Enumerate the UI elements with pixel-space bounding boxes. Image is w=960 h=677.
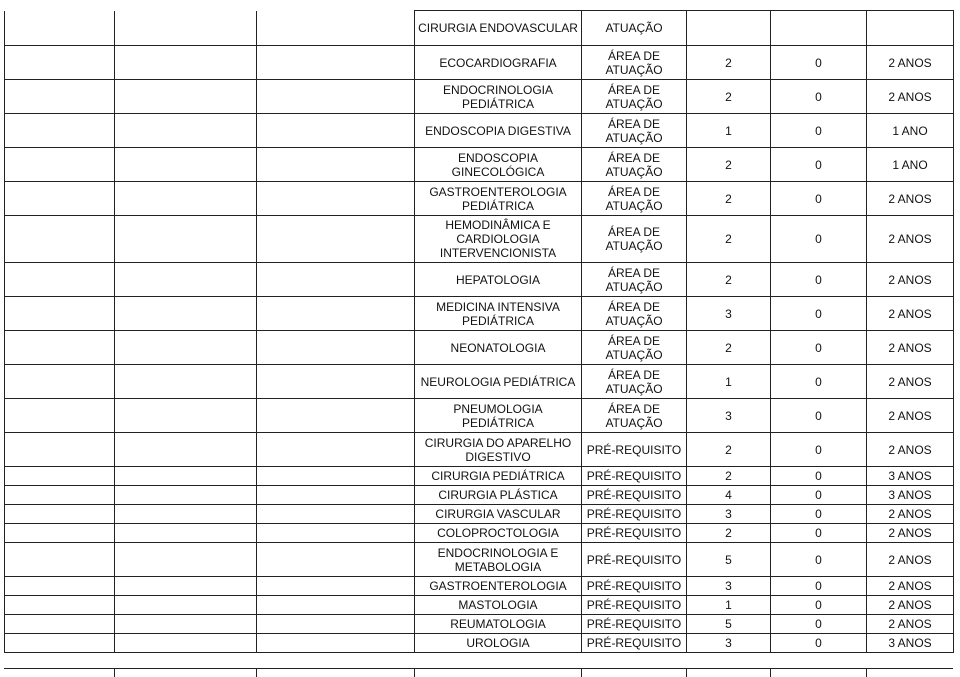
col5-cell: 0: [771, 577, 867, 596]
specialty-cell: ENDOSCOPIA GINECOLÓGICA: [415, 148, 582, 182]
type-cell: PRÉ-REQUISITO: [582, 615, 687, 634]
col5-cell: 0: [771, 433, 867, 467]
duration-cell: 2 ANOS: [867, 433, 954, 467]
empty-cell: [257, 486, 415, 505]
empty-cell: [115, 596, 257, 615]
specialty-cell: REUMATOLOGIA: [415, 615, 582, 634]
duration-cell: [867, 11, 954, 46]
type-cell: PRÉ-REQUISITO: [582, 577, 687, 596]
type-cell: PRÉ-REQUISITO: [582, 467, 687, 486]
empty-cell: [5, 46, 115, 80]
empty-cell: [115, 365, 257, 399]
specialty-cell: CIRURGIA PEDIÁTRICA: [415, 467, 582, 486]
empty-cell: [5, 505, 115, 524]
duration-cell: 2 ANOS: [867, 505, 954, 524]
vagas-cell: 2: [687, 433, 771, 467]
empty-cell: [5, 524, 115, 543]
empty-cell: [115, 615, 257, 634]
duration-cell: 2 ANOS: [867, 615, 954, 634]
empty-cell: [257, 505, 415, 524]
vagas-cell: 3: [687, 505, 771, 524]
col5-cell: 0: [771, 467, 867, 486]
vagas-cell: 1: [687, 365, 771, 399]
empty-cell: [5, 114, 115, 148]
type-cell: ÁREA DE ATUAÇÃO: [582, 216, 687, 263]
table-row: [5, 505, 954, 524]
col5-cell: 0: [771, 486, 867, 505]
type-cell: PRÉ-REQUISITO: [582, 596, 687, 615]
empty-cell: [257, 216, 415, 263]
empty-cell: [257, 543, 415, 577]
specialty-cell: CIRURGIA VASCULAR: [415, 505, 582, 524]
duration-cell: 2 ANOS: [867, 331, 954, 365]
type-cell: ÁREA DE ATUAÇÃO: [582, 114, 687, 148]
specialty-cell: MASTOLOGIA: [415, 596, 582, 615]
vagas-cell: 1: [687, 114, 771, 148]
empty-cell: [115, 182, 257, 216]
vagas-cell: 2: [687, 263, 771, 297]
vagas-cell: 4: [687, 486, 771, 505]
specialty-cell: ENDOCRINOLOGIA PEDIÁTRICA: [415, 80, 582, 114]
duration-cell: 2 ANOS: [867, 182, 954, 216]
specialty-cell: UROLOGIA: [415, 634, 582, 653]
type-cell: ÁREA DE ATUAÇÃO: [582, 263, 687, 297]
empty-cell: [5, 148, 115, 182]
empty-cell: [5, 331, 115, 365]
empty-cell: [257, 467, 415, 486]
empty-cell: [115, 524, 257, 543]
duration-cell: 2 ANOS: [867, 365, 954, 399]
empty-cell: [115, 399, 257, 433]
specialty-cell: ENDOCRINOLOGIA E METABOLOGIA: [415, 543, 582, 577]
empty-cell: [5, 467, 115, 486]
empty-cell: [115, 577, 257, 596]
duration-cell: 2 ANOS: [867, 297, 954, 331]
vagas-cell: 5: [687, 615, 771, 634]
empty-cell: [257, 297, 415, 331]
empty-cell: [115, 148, 257, 182]
col5-cell: 0: [771, 216, 867, 263]
type-cell: ÁREA DE ATUAÇÃO: [582, 365, 687, 399]
table-row: [5, 182, 954, 216]
specialty-cell: HEPATOLOGIA: [415, 263, 582, 297]
table-row: [5, 577, 954, 596]
vagas-cell: 3: [687, 577, 771, 596]
empty-cell: [115, 80, 257, 114]
vagas-cell: 2: [687, 331, 771, 365]
table-row: [5, 80, 954, 114]
specialty-cell: CIRURGIA DO APARELHO DIGESTIVO: [415, 433, 582, 467]
empty-cell: [115, 46, 257, 80]
table-row: [5, 46, 954, 80]
duration-cell: 2 ANOS: [867, 543, 954, 577]
type-cell: PRÉ-REQUISITO: [582, 524, 687, 543]
empty-cell: [115, 505, 257, 524]
empty-cell: [115, 11, 257, 46]
specialty-cell: CIRURGIA ENDOVASCULAR: [415, 11, 582, 46]
table-row: [5, 467, 954, 486]
type-cell: ÁREA DE ATUAÇÃO: [582, 297, 687, 331]
empty-cell: [115, 634, 257, 653]
empty-cell: [5, 399, 115, 433]
table-row: [5, 365, 954, 399]
col5-cell: 0: [771, 263, 867, 297]
empty-cell: [5, 365, 115, 399]
specialty-cell: GASTROENTEROLOGIA PEDIÁTRICA: [415, 182, 582, 216]
col5-cell: [771, 11, 867, 46]
table-row: [5, 11, 954, 46]
vagas-cell: 2: [687, 216, 771, 263]
col5-cell: 0: [771, 365, 867, 399]
specialty-cell: ECOCARDIOGRAFIA: [415, 46, 582, 80]
specialty-cell: GASTROENTEROLOGIA: [415, 577, 582, 596]
specialty-cell: PNEUMOLOGIA PEDIÁTRICA: [415, 399, 582, 433]
specialty-cell: HEMODINÂMICA E CARDIOLOGIA INTERVENCIONISTA: [415, 216, 582, 263]
col5-cell: 0: [771, 331, 867, 365]
vagas-cell: 2: [687, 80, 771, 114]
empty-cell: [257, 148, 415, 182]
type-cell: ÁREA DE ATUAÇÃO: [582, 399, 687, 433]
empty-cell: [5, 634, 115, 653]
empty-cell: [257, 11, 415, 46]
vagas-cell: 2: [687, 182, 771, 216]
empty-cell: [115, 433, 257, 467]
col5-cell: 0: [771, 297, 867, 331]
empty-cell: [5, 486, 115, 505]
col5-cell: 0: [771, 80, 867, 114]
type-cell: PRÉ-REQUISITO: [582, 433, 687, 467]
table-row: [5, 263, 954, 297]
next-row-stub: [4, 668, 953, 677]
specialty-cell: ENDOSCOPIA DIGESTIVA: [415, 114, 582, 148]
duration-cell: 1 ANO: [867, 114, 954, 148]
col5-cell: 0: [771, 114, 867, 148]
empty-cell: [257, 596, 415, 615]
vagas-cell: 2: [687, 148, 771, 182]
empty-cell: [5, 263, 115, 297]
type-cell: PRÉ-REQUISITO: [582, 543, 687, 577]
empty-cell: [115, 216, 257, 263]
empty-cell: [115, 486, 257, 505]
col5-cell: 0: [771, 148, 867, 182]
duration-cell: 2 ANOS: [867, 263, 954, 297]
empty-cell: [257, 634, 415, 653]
table-row: [5, 331, 954, 365]
empty-cell: [5, 615, 115, 634]
vagas-cell: 2: [687, 467, 771, 486]
empty-cell: [5, 80, 115, 114]
duration-cell: 1 ANO: [867, 148, 954, 182]
empty-cell: [257, 331, 415, 365]
vagas-cell: 5: [687, 543, 771, 577]
duration-cell: 2 ANOS: [867, 216, 954, 263]
vagas-cell: [687, 11, 771, 46]
empty-cell: [5, 543, 115, 577]
type-cell: ÁREA DE ATUAÇÃO: [582, 80, 687, 114]
empty-cell: [115, 263, 257, 297]
vagas-cell: 3: [687, 297, 771, 331]
type-cell: PRÉ-REQUISITO: [582, 505, 687, 524]
empty-cell: [257, 182, 415, 216]
empty-cell: [257, 114, 415, 148]
duration-cell: 3 ANOS: [867, 634, 954, 653]
type-cell: PRÉ-REQUISITO: [582, 486, 687, 505]
empty-cell: [115, 297, 257, 331]
vagas-cell: 3: [687, 634, 771, 653]
empty-cell: [257, 263, 415, 297]
vagas-cell: 3: [687, 399, 771, 433]
empty-cell: [257, 433, 415, 467]
table-row: [5, 524, 954, 543]
specialty-cell: NEONATOLOGIA: [415, 331, 582, 365]
table-row: [5, 399, 954, 433]
duration-cell: 2 ANOS: [867, 596, 954, 615]
col5-cell: 0: [771, 46, 867, 80]
type-cell: ÁREA DE ATUAÇÃO: [582, 331, 687, 365]
specialty-cell: MEDICINA INTENSIVA PEDIÁTRICA: [415, 297, 582, 331]
table-row: [5, 148, 954, 182]
empty-cell: [5, 433, 115, 467]
table-row: [5, 615, 954, 634]
empty-cell: [5, 596, 115, 615]
empty-cell: [115, 331, 257, 365]
col5-cell: 0: [771, 182, 867, 216]
duration-cell: 2 ANOS: [867, 577, 954, 596]
duration-cell: 2 ANOS: [867, 46, 954, 80]
vagas-cell: 2: [687, 524, 771, 543]
col5-cell: 0: [771, 615, 867, 634]
table-row: [5, 297, 954, 331]
duration-cell: 2 ANOS: [867, 399, 954, 433]
empty-cell: [257, 615, 415, 634]
type-cell: ÁREA DE ATUAÇÃO: [582, 46, 687, 80]
vagas-cell: 2: [687, 46, 771, 80]
empty-cell: [5, 182, 115, 216]
table-row: [5, 433, 954, 467]
specialty-cell: NEUROLOGIA PEDIÁTRICA: [415, 365, 582, 399]
empty-cell: [257, 524, 415, 543]
empty-cell: [5, 216, 115, 263]
col5-cell: 0: [771, 596, 867, 615]
duration-cell: 2 ANOS: [867, 80, 954, 114]
type-cell: ÁREA DE ATUAÇÃO: [582, 182, 687, 216]
vagas-cell: 1: [687, 596, 771, 615]
empty-cell: [5, 11, 115, 46]
table-row: [5, 114, 954, 148]
specialty-cell: CIRURGIA PLÁSTICA: [415, 486, 582, 505]
type-cell: ÁREA DE ATUAÇÃO: [582, 148, 687, 182]
col5-cell: 0: [771, 524, 867, 543]
empty-cell: [257, 46, 415, 80]
duration-cell: 3 ANOS: [867, 467, 954, 486]
duration-cell: 3 ANOS: [867, 486, 954, 505]
residency-table: [4, 10, 954, 653]
table-row: [5, 216, 954, 263]
type-cell: ATUAÇÃO: [582, 11, 687, 46]
empty-cell: [257, 365, 415, 399]
col5-cell: 0: [771, 543, 867, 577]
type-cell: PRÉ-REQUISITO: [582, 634, 687, 653]
table-row: [5, 634, 954, 653]
col5-cell: 0: [771, 505, 867, 524]
empty-cell: [5, 577, 115, 596]
empty-cell: [257, 399, 415, 433]
empty-cell: [115, 467, 257, 486]
col5-cell: 0: [771, 634, 867, 653]
duration-cell: 2 ANOS: [867, 524, 954, 543]
empty-cell: [5, 297, 115, 331]
empty-cell: [115, 114, 257, 148]
empty-cell: [115, 543, 257, 577]
specialty-cell: COLOPROCTOLOGIA: [415, 524, 582, 543]
empty-cell: [257, 80, 415, 114]
table-row: [5, 486, 954, 505]
col5-cell: 0: [771, 399, 867, 433]
table-row: [5, 543, 954, 577]
table-row: [5, 596, 954, 615]
empty-cell: [257, 577, 415, 596]
